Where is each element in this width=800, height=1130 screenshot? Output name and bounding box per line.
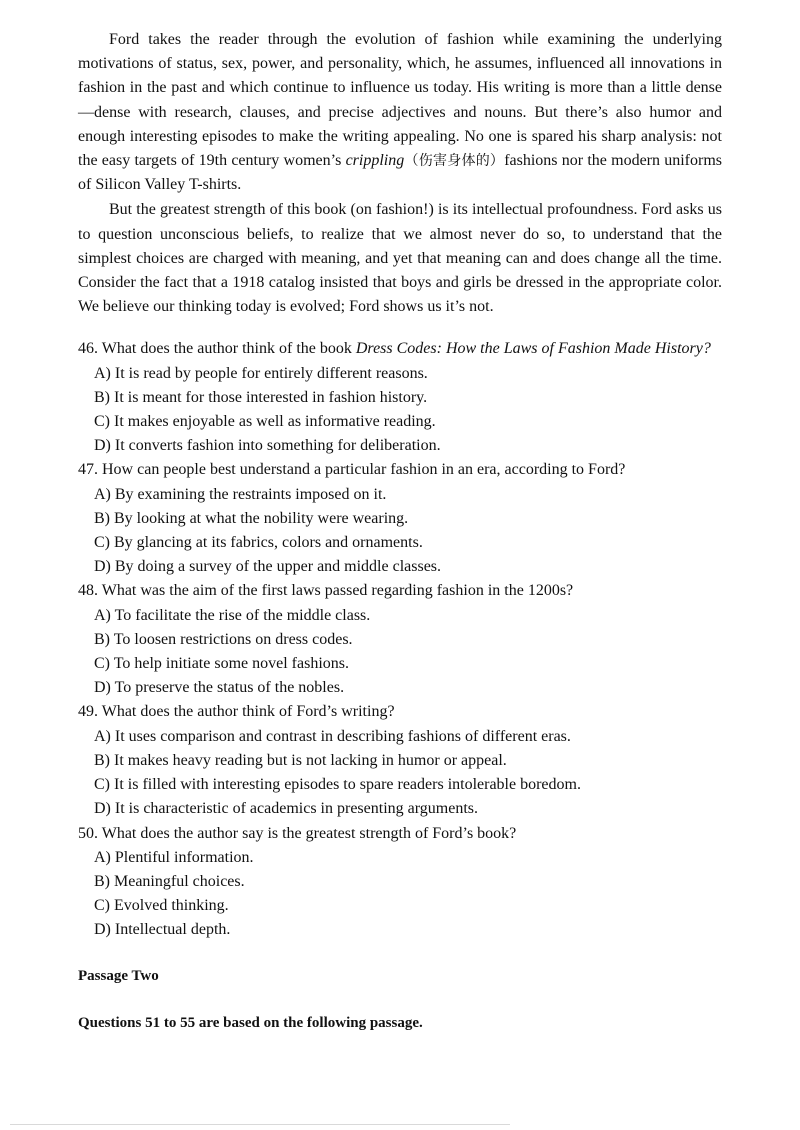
question-stem: 46. What does the author think of the book Dress Codes: How the Laws of Fashion Made History? xyxy=(78,340,711,358)
option-c: C) To help initiate some novel fashions. xyxy=(94,655,349,673)
question-stem: 50. What does the author say is the greatest strength of Ford’s book? xyxy=(78,824,517,842)
passage-two-heading: Passage Two xyxy=(78,967,159,984)
option-a: A) By examining the restraints imposed on it. xyxy=(94,485,387,503)
option-list xyxy=(78,725,722,822)
question-49 xyxy=(78,700,722,821)
passage-paragraph-1 xyxy=(78,28,722,197)
paragraph-1-ending: fashions nor the modern uniforms of Silicon Valley T-shirts. xyxy=(78,152,723,194)
option-d: D) To preserve the status of the nobles. xyxy=(94,679,345,697)
passage-two-instructions: Questions 51 to 55 are based on the following passage. xyxy=(78,1014,423,1031)
option-d: D) By doing a survey of the upper and middle classes. xyxy=(94,558,442,576)
option-d: D) It is characteristic of academics in presenting arguments. xyxy=(94,800,479,818)
option-c: C) It makes enjoyable as well as informative reading. xyxy=(94,413,436,431)
passage-body xyxy=(78,28,722,319)
option-d: D) Intellectual depth. xyxy=(94,921,231,939)
option-c: C) Evolved thinking. xyxy=(94,897,229,915)
question-stem: 49. What does the author think of Ford’s writing? xyxy=(78,703,395,721)
question-48 xyxy=(78,579,722,700)
chinese-gloss: （伤害身体的） xyxy=(404,153,505,170)
book-title: Dress Codes: How the Laws of Fashion Made History? xyxy=(355,340,711,358)
question-stem: 48. What was the aim of the first laws passed regarding fashion in the 1200s? xyxy=(78,582,574,600)
option-a: A) It uses comparison and contrast in describing fashions of different eras. xyxy=(94,727,571,745)
option-b: B) By looking at what the nobility were wearing. xyxy=(94,509,409,527)
option-b: B) Meaningful choices. xyxy=(94,872,245,890)
page-bottom-rule xyxy=(10,1124,510,1125)
option-c: C) By glancing at its fabrics, colors and ornaments. xyxy=(94,534,423,552)
option-b: B) It makes heavy reading but is not lacking in humor or appeal. xyxy=(94,751,507,769)
option-a: A) Plentiful information. xyxy=(94,848,254,866)
passage-paragraph-2: But the greatest strength of this book (on fashion!) is its intellectual profoundness. Ford asks us to question unconscious beliefs, to realize that we almost never do so, to understand that the simplest choices are charged with meaning, and yet that meaning can and does change all the time. Consider the fact that a 1918 catalog insisted that boys and girls be dressed in the appropriate color. We believe our thinking today is evolved; Ford shows us it’s not. xyxy=(78,201,722,316)
question-list xyxy=(78,337,722,942)
exam-page xyxy=(78,28,722,1033)
question-47 xyxy=(78,458,722,579)
option-b: B) To loosen restrictions on dress codes. xyxy=(94,630,353,648)
paragraph-1-text: Ford takes the reader through the evolution of fashion while examining the underlying motivations of status, sex, power, and personality, which, he assumes, influenced all innovations in fashion in the past and which continue to influence us today. His writing is more than a little dense—dense with research, clauses, and precise adjectives and nouns. But there’s also humor and enough interesting episodes to make the writing appealing. No one is spared his sharp analysis: not the easy targets of 19th century women’s xyxy=(78,31,722,170)
option-list xyxy=(78,846,722,943)
question-46 xyxy=(78,337,722,458)
option-d: D) It converts fashion into something for deliberation. xyxy=(94,437,441,455)
option-a: A) It is read by people for entirely different reasons. xyxy=(94,364,428,382)
option-c: C) It is filled with interesting episodes to spare readers intolerable boredom. xyxy=(94,776,581,794)
option-list xyxy=(78,604,722,701)
option-a: A) To facilitate the rise of the middle class. xyxy=(94,606,371,624)
option-list xyxy=(78,362,722,459)
glossed-word: crippling xyxy=(345,152,405,170)
question-stem: 47. How can people best understand a particular fashion in an era, according to Ford? xyxy=(78,461,626,479)
question-50 xyxy=(78,822,722,943)
option-list xyxy=(78,483,722,580)
option-b: B) It is meant for those interested in fashion history. xyxy=(94,388,428,406)
